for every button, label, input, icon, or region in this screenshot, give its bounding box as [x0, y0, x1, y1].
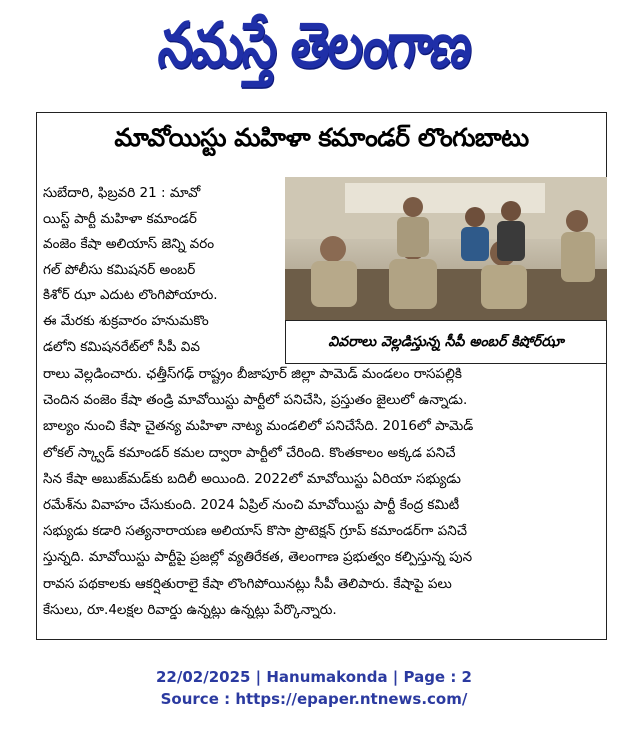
- article-clipping: [36, 112, 607, 640]
- article-body-column: [43, 181, 277, 360]
- body-line: గల్ పోలీసు కమిషనర్ అంబర్: [43, 261, 196, 278]
- body-line: వంజెం కేషా అలియాస్ జెన్ని వరం: [43, 236, 215, 253]
- article-body-full: [43, 361, 601, 623]
- body-line: సుబేదారి, ఫిబ్రవరి 21 : మావో: [43, 185, 201, 201]
- body-line: డలోని కమిషనరేట్‌లో సీపీ వివ: [43, 338, 200, 355]
- body-line: రాలు వెల్లడించారు. ఛత్తీస్‌గఢ్ రాష్ట్రం బీజాపూర్ జిల్లా పామెడ్ మండలం రాసపల్లికి: [43, 366, 462, 382]
- body-line: సిన కేషా అబుజ్‌మడ్‌కు బదిలీ అయింది. 2022లో మావోయిస్టు ఏరియా సభ్యుడు: [43, 470, 461, 487]
- body-line: రమేశ్‌ను వివాహం చేసుకుంది. 2024 ఏప్రిల్ నుంచి మావోయిస్టు పార్టీ కేంద్ర కమిటీ: [43, 497, 460, 514]
- body-line: స్తున్నది. మావోయిస్టు పార్టీపై ప్రజల్లో వ్యతిరేకత, తెలంగాణ ప్రభుత్వం కల్పిస్తున్న పున: [43, 549, 473, 566]
- article-headline: మావోయిస్టు మహిళా కమాండర్ లొంగుబాటు: [114, 123, 529, 152]
- body-line: సభ్యుడు కడారి సత్యనారాయణ అలియాస్ కొసా ప్రొటెక్షన్ గ్రూప్ కమాండర్‌గా పనిచే: [43, 523, 467, 540]
- masthead: [0, 6, 628, 86]
- article-photo-block: [285, 177, 607, 364]
- body-line: కేసులు, రూ.4లక్షల రివార్డు ఉన్నట్లు ఉన్నట్లు పేర్కొన్నారు.: [43, 601, 337, 618]
- body-line: బాల్యం నుంచి కేషా చైతన్య మహిళా నాట్య మండలిలో పనిచేసేది. 2016లో పామెడ్: [43, 418, 474, 435]
- newspaper-logo: నమస్తే తెలంగాణ: [155, 9, 474, 82]
- body-line: కిశోర్ ఝా ఎదుట లొంగిపోయారు.: [43, 287, 218, 304]
- source-link[interactable]: Source : https://epaper.ntnews.com/: [160, 690, 468, 708]
- body-line: రావస పథకాలకు ఆకర్షితురాలై కేషా లొంగిపోయినట్లు సీపీ తెలిపారు. కేషాపై పలు: [43, 575, 452, 592]
- edition-info: 22/02/2025 | Hanumakonda | Page : 2: [155, 668, 472, 686]
- body-line: యిస్ట్ పార్టీ మహిళా కమాండర్: [43, 210, 197, 227]
- body-line: లోకల్ స్క్వాడ్ కమాండర్ కమల ద్వారా పార్టీలో చేరింది. కొంతకాలం అక్కడ పనిచే: [43, 444, 456, 461]
- body-line: ఈ మేరకు శుక్రవారం హనుమకొం: [43, 312, 209, 329]
- photo-caption: వివరాలు వెల్లడిస్తున్న సీపీ అంబర్ కిషోర్‌ఝా: [285, 320, 607, 364]
- press-conference-photo: [285, 177, 607, 320]
- body-line: చెందిన వంజెం కేషా తండ్రి మావోయిస్టు పార్టీలో పనిచేసి, ప్రస్తుతం జైలులో ఉన్నాడు.: [43, 392, 468, 409]
